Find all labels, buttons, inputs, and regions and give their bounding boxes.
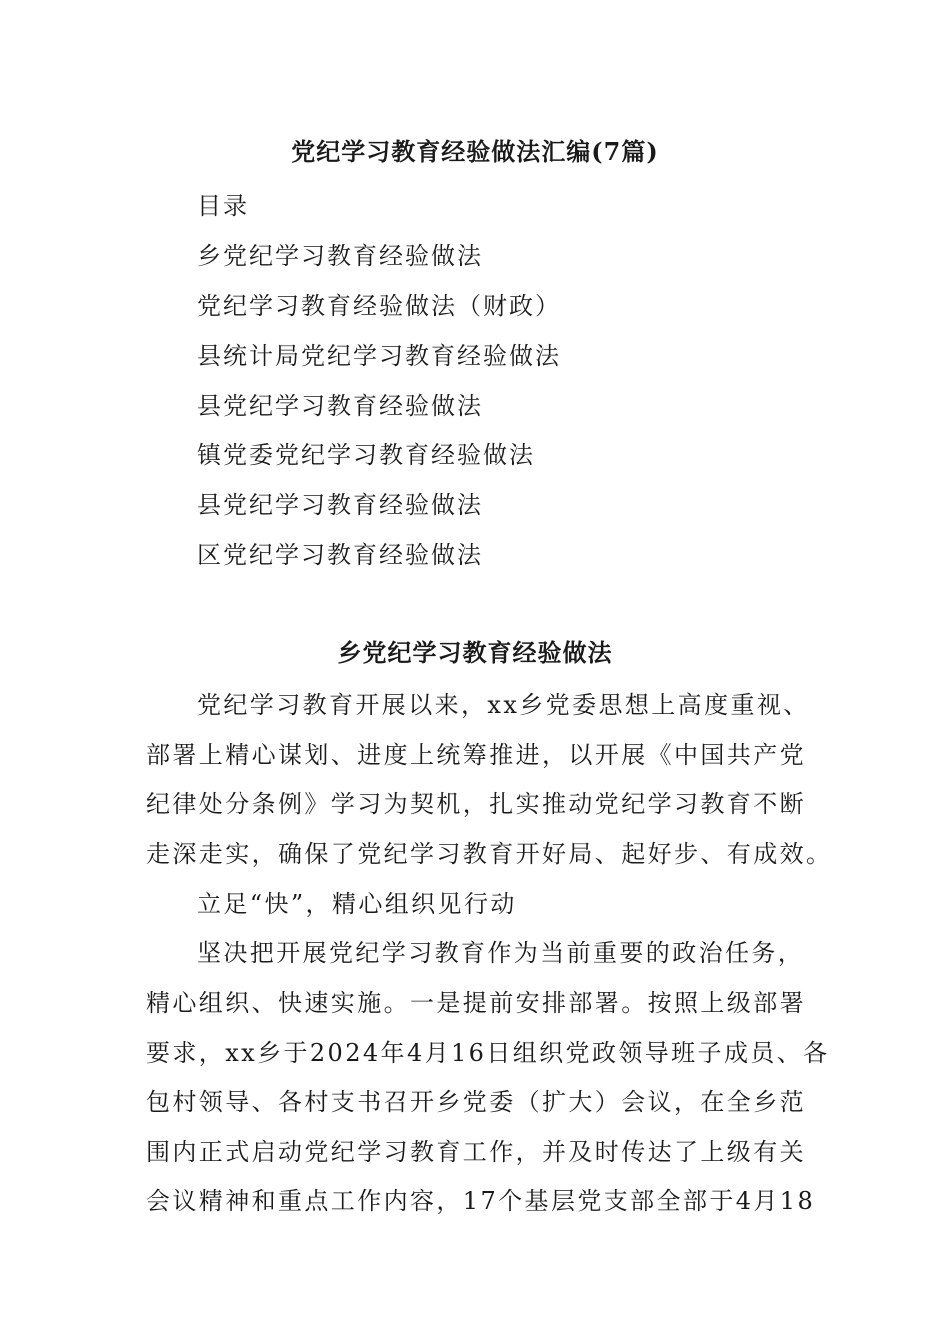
subheading: 立足“快”，精心组织见行动 (197, 890, 517, 918)
paragraph-line: 要求，xx乡于2024年4月16日组织党政领导班子成员、各 (146, 1039, 830, 1067)
paragraph-line: 走深走实，确保了党纪学习教育开好局、起好步、有成效。 (146, 840, 833, 868)
toc-item: 县党纪学习教育经验做法 (197, 392, 483, 420)
paragraph-line: 包村领导、各村支书召开乡党委（扩大）会议，在全乡范 (146, 1088, 806, 1116)
paragraph-line: 部署上精心谋划、进度上统筹推进，以开展《中国共产党 (146, 741, 806, 769)
toc-item: 县党纪学习教育经验做法 (197, 491, 483, 519)
toc-item: 区党纪学习教育经验做法 (197, 541, 483, 569)
paragraph-line: 纪律处分条例》学习为契机，扎实推动党纪学习教育不断 (146, 790, 806, 818)
document-title: 党纪学习教育经验做法汇编(7篇) (291, 137, 659, 166)
paragraph-line: 精心组织、快速实施。一是提前安排部署。按照上级部署 (146, 989, 806, 1017)
paragraph-line: 会议精神和重点工作内容，17个基层党支部全部于4月18 (146, 1187, 816, 1215)
toc-item: 镇党委党纪学习教育经验做法 (197, 441, 535, 469)
paragraph-line: 坚决把开展党纪学习教育作为当前重要的政治任务， (197, 939, 805, 967)
toc-heading: 目录 (197, 192, 249, 220)
toc-item: 乡党纪学习教育经验做法 (197, 242, 483, 270)
paragraph-line: 党纪学习教育开展以来，xx乡党委思想上高度重视、 (197, 691, 810, 719)
section-title: 乡党纪学习教育经验做法 (337, 638, 613, 667)
paragraph-line: 围内正式启动党纪学习教育工作，并及时传达了上级有关 (146, 1138, 806, 1166)
toc-item: 县统计局党纪学习教育经验做法 (197, 342, 561, 370)
toc-item: 党纪学习教育经验做法（财政） (197, 292, 561, 320)
